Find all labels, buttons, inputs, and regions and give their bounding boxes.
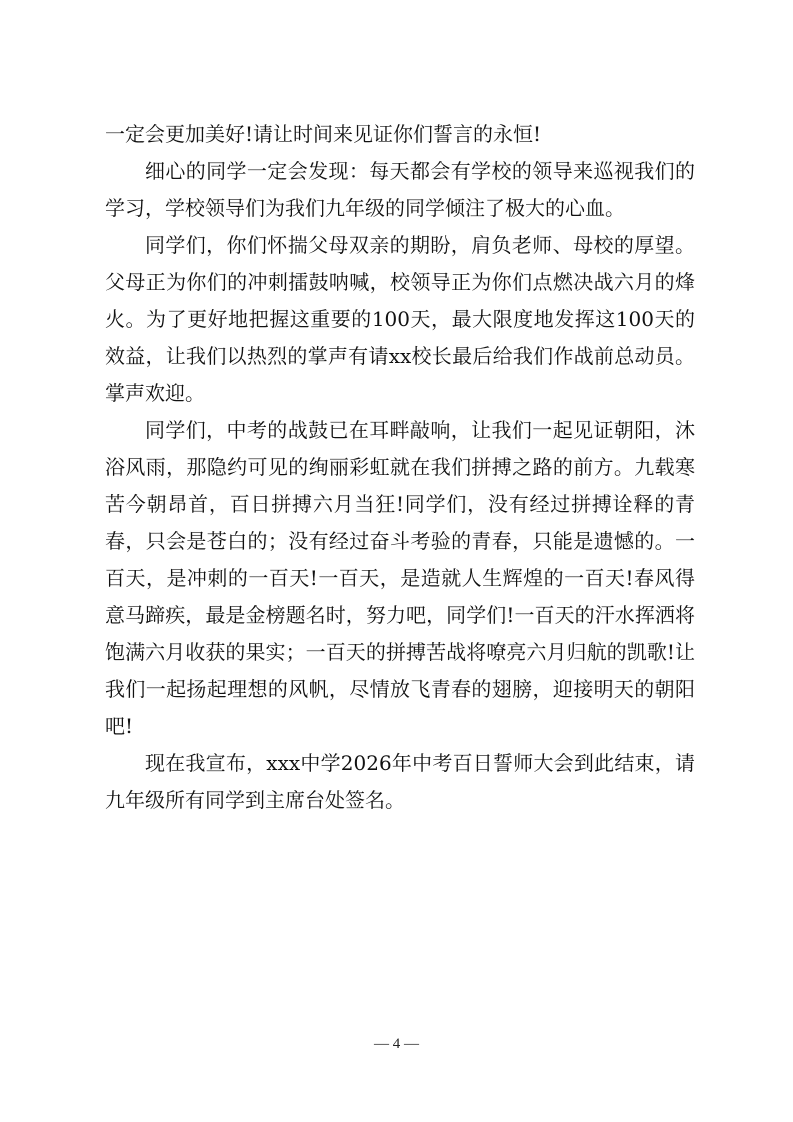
paragraph-principal-invitation: 同学们，你们怀揣父母双亲的期盼，肩负老师、母校的厚望。父母正为你们的冲刺擂鼓呐喊，校领导正为你们点燃决战六月的烽火。为了更好地把握这重要的100天，最大限度地发挥这100天的效益，让我们以热烈的掌声有请xx校长最后给我们作战前总动员。掌声欢迎。 — [105, 233, 695, 405]
paragraph-continued: 一定会更加美好!请让时间来见证你们誓言的永恒! — [105, 122, 542, 146]
paragraph-hundred-days: 同学们，中考的战鼓已在耳畔敲响，让我们一起见证朝阳，沐浴风雨，那隐约可见的绚丽彩虹就在我们拼搏之路的前方。九载寒苦今朝昂首，百日拼搏六月当狂!同学们，没有经过拼搏诠释的青春，只会是苍白的；没有经过奋斗考验的青春，只能是遗憾的。一百天，是冲刺的一百天!一百天，是造就人生辉煌的一百天!春风得意马蹄疾，最是金榜题名时，努力吧，同学们!一百天的汗水挥洒将饱满六月收获的果实；一百天的拼搏苦战将嘹亮六月归航的凯歌!让我们一起扬起理想的风帆，尽情放飞青春的翅膀，迎接明天的朝阳吧! — [105, 418, 695, 738]
page-number: — 4 — — [374, 1036, 419, 1052]
paragraph-closing-announcement: 现在我宣布，xxx中学2026年中考百日誓师大会到此结束，请九年级所有同学到主席台处签名。 — [105, 751, 695, 812]
paragraph-leadership-care: 细心的同学一定会发现：每天都会有学校的领导来巡视我们的学习，学校领导们为我们九年级的同学倾注了极大的心血。 — [105, 159, 695, 220]
body-text — [105, 116, 695, 819]
